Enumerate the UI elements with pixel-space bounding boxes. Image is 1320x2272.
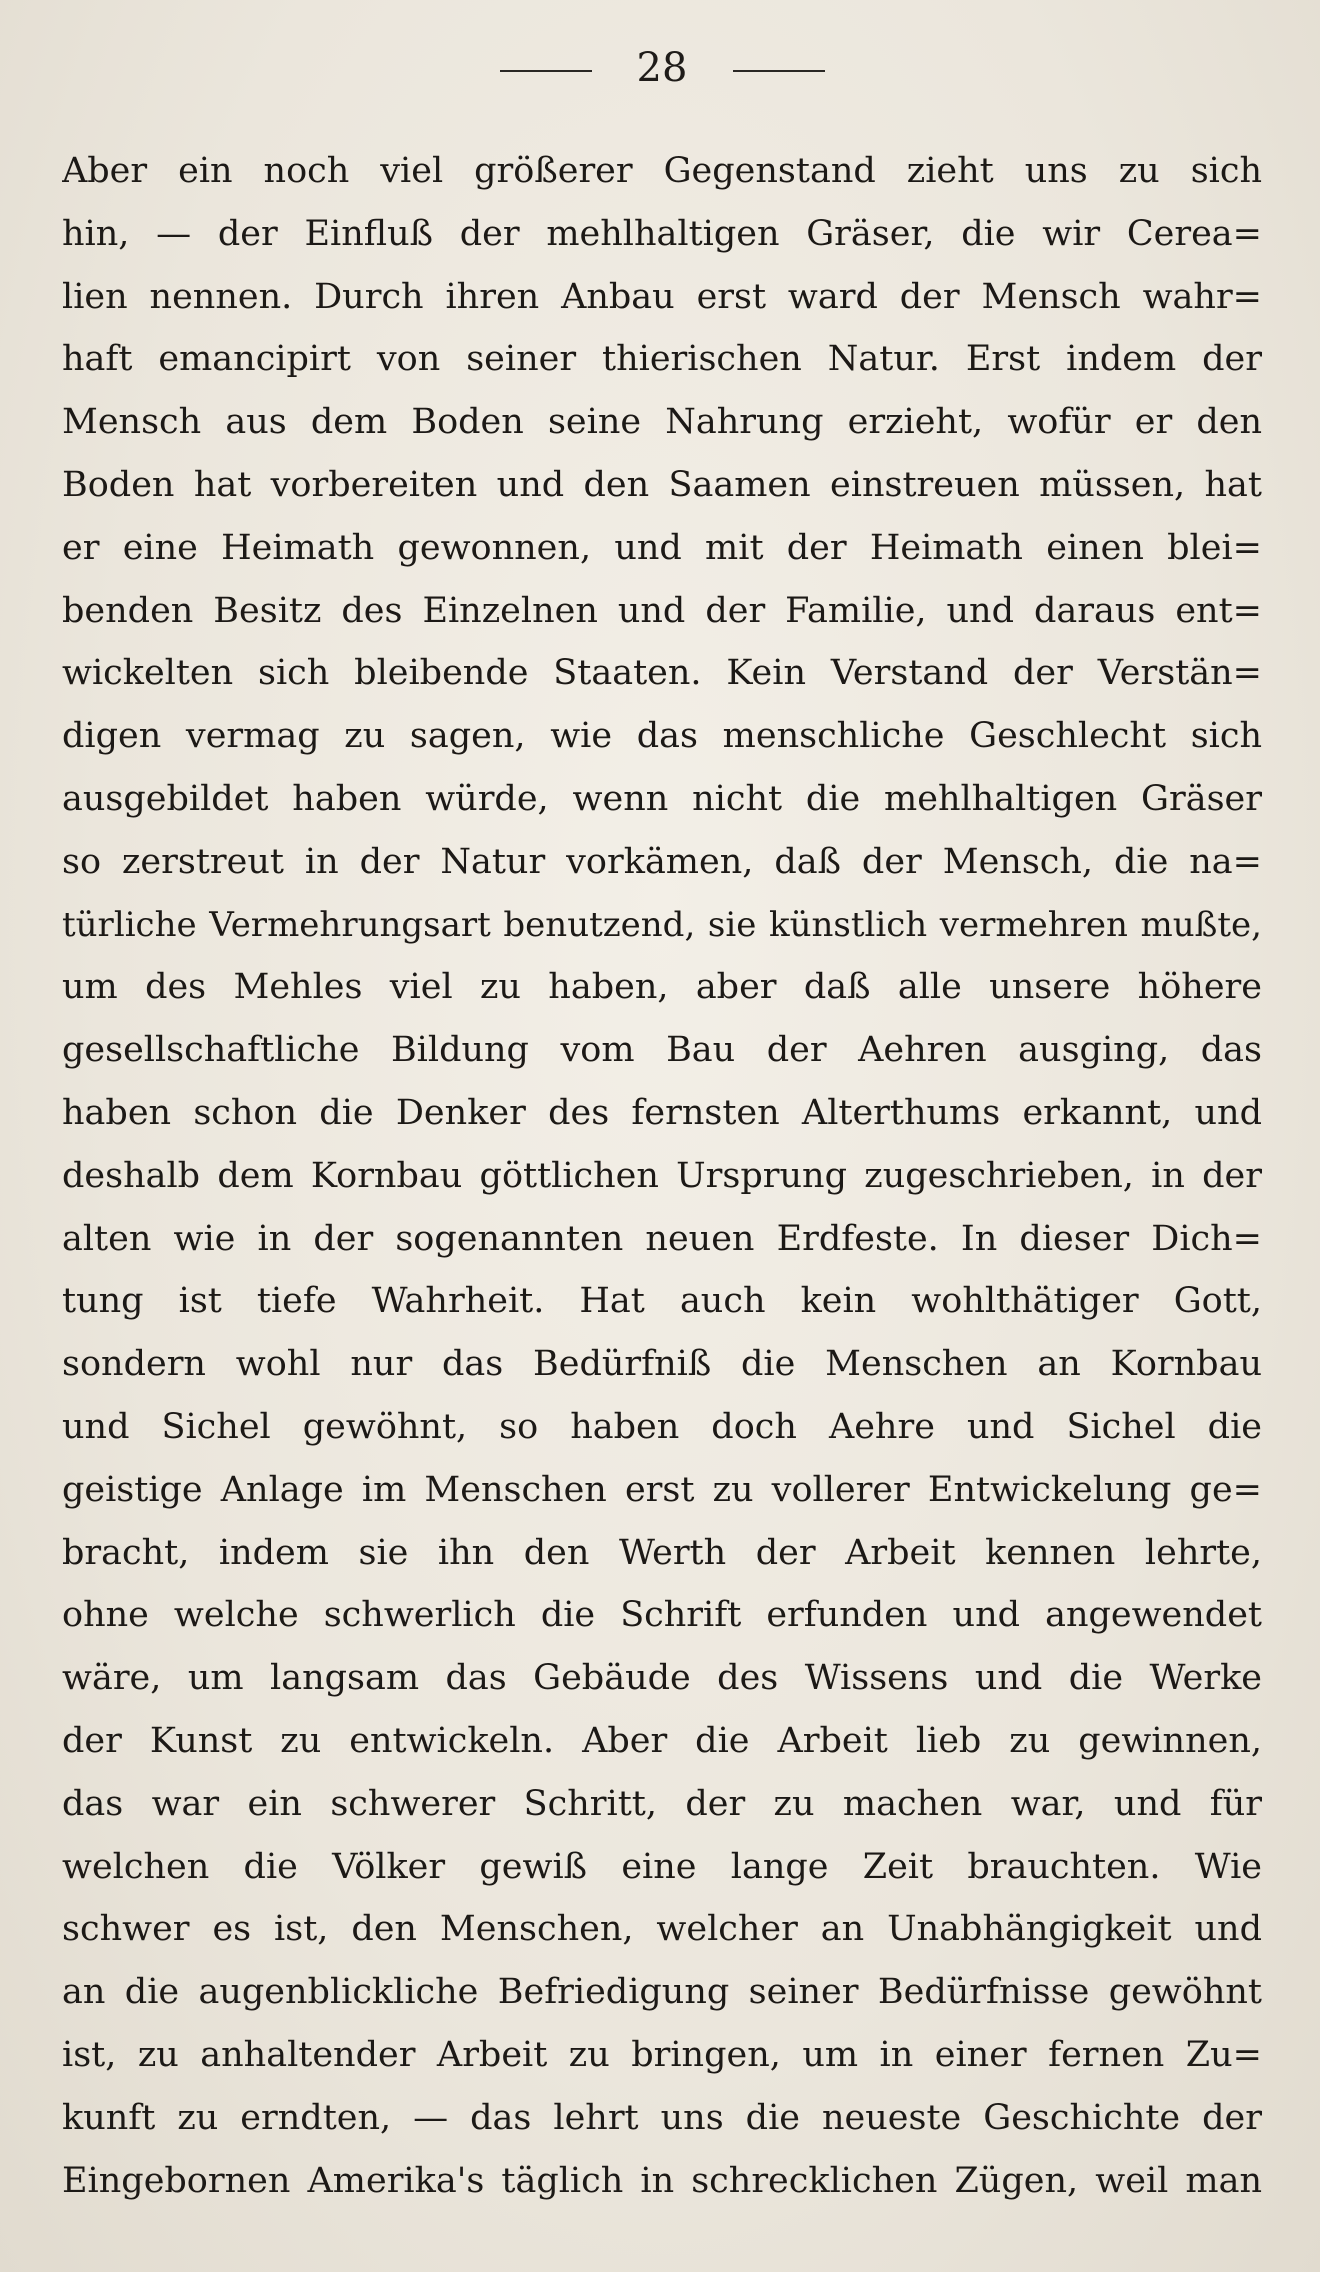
text-line: das war ein schwerer Schritt, der zu machen war, und für <box>62 1783 1262 1824</box>
text-line: haft emancipirt von seiner thierischen Natur. Erst indem der <box>62 339 1262 380</box>
text-line: er eine Heimath gewonnen, und mit der Heimath einen blei= <box>62 527 1262 568</box>
text-line: der Kunst zu entwickeln. Aber die Arbeit lieb zu gewinnen, <box>62 1720 1262 1761</box>
text-line: ohne welche schwerlich die Schrift erfunden und angewendet <box>62 1595 1262 1636</box>
text-line: gesellschaftliche Bildung vom Bau der Aehren ausging, das <box>62 1030 1262 1071</box>
text-line: ist, zu anhaltender Arbeit zu bringen, um in einer fernen Zu= <box>62 2034 1262 2075</box>
header-rule-left <box>500 70 592 72</box>
header-rule-right <box>733 70 825 72</box>
text-line: welchen die Völker gewiß eine lange Zeit brauchten. Wie <box>62 1846 1262 1887</box>
text-line: benden Besitz des Einzelnen und der Familie, und daraus ent= <box>62 590 1262 631</box>
text-line: lien nennen. Durch ihren Anbau erst ward der Mensch wahr= <box>62 276 1262 317</box>
text-line: kunft zu erndten, — das lehrt uns die neueste Geschichte der <box>62 2097 1262 2138</box>
text-line: und Sichel gewöhnt, so haben doch Aehre und Sichel die <box>62 1406 1262 1447</box>
text-line: deshalb dem Kornbau göttlichen Ursprung zugeschrieben, in der <box>62 1155 1262 1196</box>
text-line: haben schon die Denker des fernsten Alterthums erkannt, und <box>62 1092 1262 1133</box>
text-line: Mensch aus dem Boden seine Nahrung erzieht, wofür er den <box>62 402 1262 443</box>
text-line: türliche Vermehrungsart benutzend, sie künstlich vermehren mußte, <box>62 904 1262 945</box>
text-line: wäre, um langsam das Gebäude des Wissens und die Werke <box>62 1658 1262 1699</box>
text-line: bracht, indem sie ihn den Werth der Arbeit kennen lehrte, <box>62 1532 1262 1573</box>
text-line: hin, — der Einfluß der mehlhaltigen Gräser, die wir Cerea= <box>62 213 1262 254</box>
text-line: an die augenblickliche Befriedigung seiner Bedürfnisse gewöhnt <box>62 1972 1262 2013</box>
page-header <box>0 40 1320 96</box>
text-line: alten wie in der sogenannten neuen Erdfeste. In dieser Dich= <box>62 1218 1262 1259</box>
text-line: geistige Anlage im Menschen erst zu vollerer Entwickelung ge= <box>62 1469 1262 1510</box>
text-line: wickelten sich bleibende Staaten. Kein Verstand der Verstän= <box>62 653 1262 694</box>
text-line: um des Mehles viel zu haben, aber daß alle unsere höhere <box>62 967 1262 1008</box>
body-text <box>62 140 1262 2212</box>
text-line: digen vermag zu sagen, wie das menschliche Geschlecht sich <box>62 716 1262 757</box>
text-line: tung ist tiefe Wahrheit. Hat auch kein wohlthätiger Gott, <box>62 1281 1262 1322</box>
page-number: 28 <box>636 45 688 91</box>
text-line: Boden hat vorbereiten und den Saamen einstreuen müssen, hat <box>62 464 1262 505</box>
text-line: sondern wohl nur das Bedürfniß die Menschen an Kornbau <box>62 1344 1262 1385</box>
text-line: schwer es ist, den Menschen, welcher an Unabhängigkeit und <box>62 1909 1262 1950</box>
text-line: Aber ein noch viel größerer Gegenstand zieht uns zu sich <box>62 151 1262 191</box>
text-line: Eingebornen Amerika's täglich in schrecklichen Zügen, weil man <box>62 2160 1262 2201</box>
text-line: ausgebildet haben würde, wenn nicht die mehlhaltigen Gräser <box>62 778 1262 819</box>
text-line: so zerstreut in der Natur vorkämen, daß der Mensch, die na= <box>62 841 1262 882</box>
